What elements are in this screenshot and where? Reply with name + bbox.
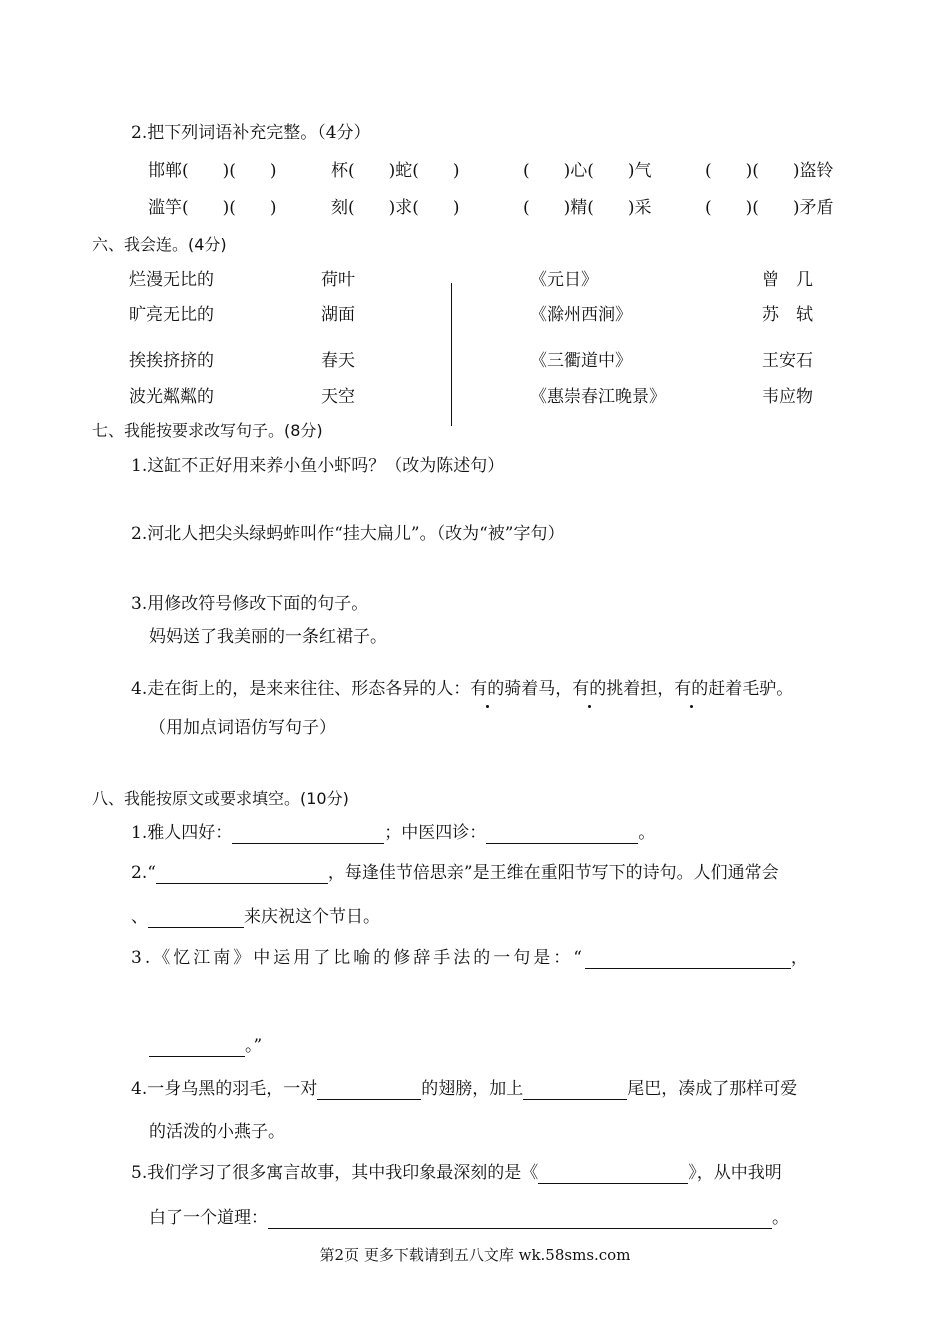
section-8-title: 八、我能按原文或要求填空。(10分) <box>92 789 349 808</box>
s8-q5-text-a: 5.我们学习了很多寓言故事，其中我印象最深刻的是《 <box>131 1163 539 1183</box>
s7-q4-part3: 赶着毛驴。 <box>708 679 794 699</box>
s8-q3-text-b: ， <box>790 948 811 968</box>
idiom-2-2: 刻( )求( ) <box>331 198 460 218</box>
answer-blank[interactable] <box>268 1210 772 1229</box>
s6-left-b-4: 天空 <box>321 387 355 407</box>
s6-right-a-1: 《元日》 <box>530 270 598 290</box>
idiom-2-3: ( )精( )采 <box>523 198 652 218</box>
s7-q3: 3.用修改符号修改下面的句子。 <box>131 594 369 614</box>
s8-q3-text-c: 。” <box>245 1036 263 1056</box>
answer-blank[interactable] <box>149 1038 245 1057</box>
page-footer: 第2页 更多下载请到五八文库 wk.58sms.com <box>319 1246 631 1264</box>
s8-q4-text-c: 尾巴，凑成了那样可爱 <box>627 1079 798 1099</box>
answer-blank[interactable] <box>486 825 638 844</box>
s7-q4 <box>131 678 793 700</box>
s7-q2: 2.河北人把尖头绿蚂蚱叫作“挂大扁儿”。（改为“被”字句） <box>131 524 565 544</box>
divider-line <box>451 283 452 426</box>
s6-right-b-4: 韦应物 <box>762 387 813 407</box>
s8-q2-cont <box>131 906 380 928</box>
s7-q4-note: （用加点词语仿写句子） <box>149 718 336 738</box>
s6-left-b-2: 湖面 <box>321 305 355 325</box>
answer-blank[interactable] <box>317 1081 421 1100</box>
answer-blank[interactable] <box>156 865 328 884</box>
answer-blank[interactable] <box>148 909 244 928</box>
s8-q5-cont <box>149 1207 789 1229</box>
s8-q4-text-a: 4.一身乌黑的羽毛，一对 <box>131 1079 318 1099</box>
answer-blank[interactable] <box>538 1165 688 1184</box>
s6-right-b-1: 曾 几 <box>762 270 813 290</box>
s8-q4-cont: 的活泼的小燕子。 <box>149 1122 285 1142</box>
s6-left-b-3: 春天 <box>321 351 355 371</box>
dotted-word-2: 有的 <box>572 679 607 699</box>
s8-q3 <box>131 947 811 969</box>
dotted-word-1: 有的 <box>470 679 505 699</box>
s6-right-a-3: 《三衢道中》 <box>530 351 632 371</box>
section-7-title: 七、我能按要求改写句子。(8分) <box>92 421 323 440</box>
s8-q2-text-d: 来庆祝这个节日。 <box>244 907 380 927</box>
s8-q3-cont <box>149 1035 262 1057</box>
answer-blank[interactable] <box>523 1081 627 1100</box>
answer-blank[interactable] <box>585 950 791 969</box>
s8-q5-text-b: 》，从中我明 <box>688 1163 782 1183</box>
s8-q2 <box>131 862 779 884</box>
s8-q1-text-b: ；中医四诊： <box>384 823 487 843</box>
answer-blank[interactable] <box>232 825 384 844</box>
idiom-2-4: ( )( )矛盾 <box>705 198 834 218</box>
s6-left-a-1: 烂漫无比的 <box>129 270 214 290</box>
s8-q5-text-d: 。 <box>772 1208 789 1228</box>
s8-q2-text-a: 2.“ <box>131 863 156 883</box>
s6-right-a-4: 《惠崇春江晚景》 <box>530 387 666 407</box>
s6-left-a-4: 波光粼粼的 <box>129 387 214 407</box>
idiom-2-1: 滥竽( )( ) <box>148 198 277 218</box>
s8-q2-text-b: ，每逢佳节倍思亲”是王维在重阳节写下的诗句。人们通常会 <box>327 863 779 883</box>
dotted-word-3: 有的 <box>674 679 709 699</box>
s6-left-a-3: 挨挨挤挤的 <box>129 351 214 371</box>
s8-q2-text-c: 、 <box>131 907 148 927</box>
s8-q1-text-a: 1.雅人四好： <box>131 823 233 843</box>
section-6-title: 六、我会连。(4分) <box>92 235 227 254</box>
s8-q4 <box>131 1078 797 1100</box>
s8-q5 <box>131 1162 782 1184</box>
s8-q1 <box>131 822 655 844</box>
s7-q1: 1.这缸不正好用来养小鱼小虾吗？（改为陈述句） <box>131 456 505 476</box>
s8-q5-text-c: 白了一个道理： <box>149 1208 268 1228</box>
idiom-1-2: 杯( )蛇( ) <box>331 161 460 181</box>
s6-left-b-1: 荷叶 <box>321 270 355 290</box>
s7-q4-prefix: 4.走在街上的，是来来往往、形态各异的人： <box>131 679 471 699</box>
s7-q4-part2: 挑着担， <box>606 679 675 699</box>
q5-2-title: 2.把下列词语补充完整。（4分） <box>131 123 371 143</box>
s6-left-a-2: 旷亮无比的 <box>129 305 214 325</box>
s6-right-b-2: 苏 轼 <box>762 305 813 325</box>
s7-q4-part1: 骑着马， <box>504 679 573 699</box>
idiom-1-4: ( )( )盗铃 <box>705 161 834 181</box>
s6-right-a-2: 《滁州西涧》 <box>530 305 632 325</box>
s8-q4-text-b: 的翅膀，加上 <box>421 1079 524 1099</box>
idiom-1-1: 邯郸( )( ) <box>148 161 277 181</box>
idiom-1-3: ( )心( )气 <box>523 161 652 181</box>
s6-right-b-3: 王安石 <box>762 351 813 371</box>
s8-q1-text-c: 。 <box>638 823 656 843</box>
s7-q3-sentence: 妈妈送了我美丽的一条红裙子。 <box>149 627 387 647</box>
s8-q3-text-a: 3.《忆江南》中运用了比喻的修辞手法的一句是：“ <box>131 948 585 968</box>
